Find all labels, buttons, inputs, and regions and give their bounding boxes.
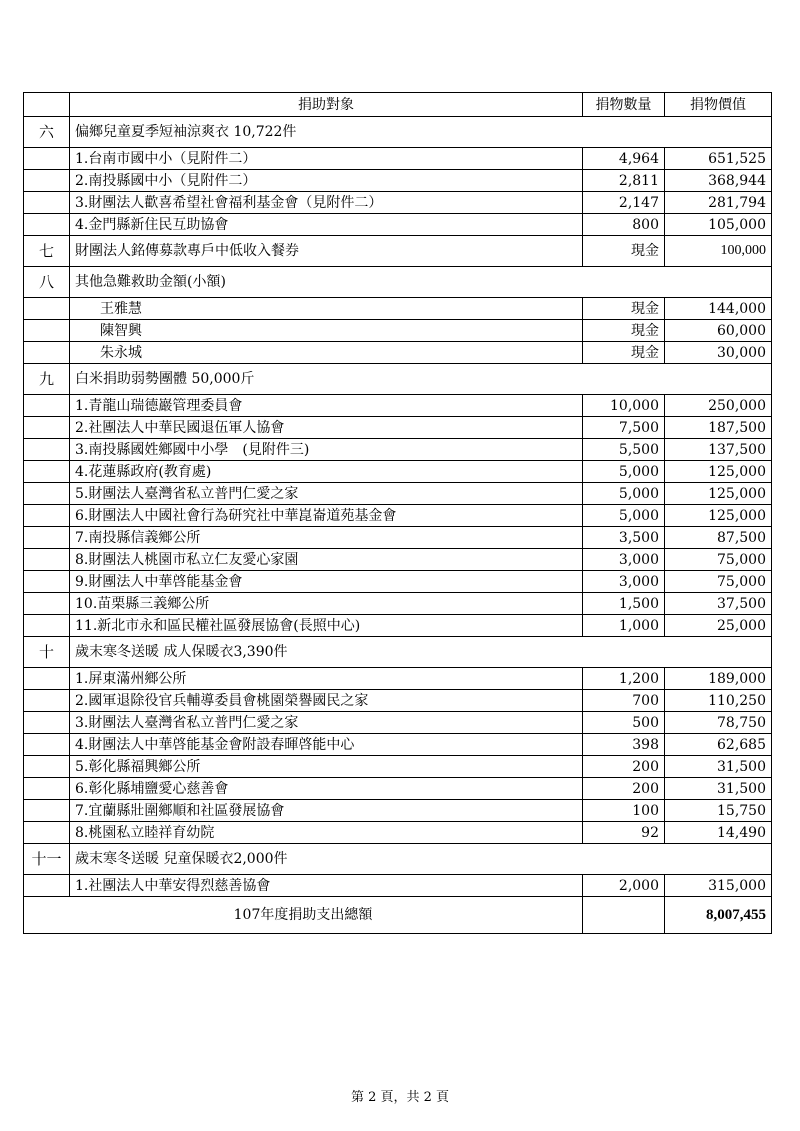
row-recipient: 2.國軍退除役官兵輔導委員會桃園榮譽國民之家	[70, 690, 583, 712]
row-index-cell	[24, 505, 70, 527]
section-row	[24, 267, 772, 298]
row-value: 250,000	[665, 395, 772, 417]
row-value: 651,525	[665, 148, 772, 170]
table-row	[24, 214, 772, 236]
row-quantity: 2,147	[583, 192, 665, 214]
row-value: 368,944	[665, 170, 772, 192]
row-quantity: 700	[583, 690, 665, 712]
row-index-cell	[24, 778, 70, 800]
row-quantity: 3,000	[583, 571, 665, 593]
section-title: 其他急難救助金額(小額)	[70, 267, 772, 298]
row-value: 60,000	[665, 320, 772, 342]
row-quantity: 4,964	[583, 148, 665, 170]
row-value: 125,000	[665, 483, 772, 505]
table-header-row	[24, 93, 772, 117]
row-value: 105,000	[665, 214, 772, 236]
row-recipient: 10.苗栗縣三義鄉公所	[70, 593, 583, 615]
table-row	[24, 615, 772, 637]
donation-table	[23, 92, 772, 934]
row-index-cell	[24, 800, 70, 822]
header-value: 捐物價值	[665, 93, 772, 117]
row-quantity: 500	[583, 712, 665, 734]
row-index-cell	[24, 320, 70, 342]
table-row	[24, 527, 772, 549]
row-index-cell	[24, 668, 70, 690]
row-quantity: 398	[583, 734, 665, 756]
row-value: 315,000	[665, 875, 772, 897]
row-recipient: 1.青龍山瑞德巖管理委員會	[70, 395, 583, 417]
row-recipient: 陳智興	[70, 320, 583, 342]
row-recipient: 4.金門縣新住民互助協會	[70, 214, 583, 236]
header-target: 捐助對象	[70, 93, 583, 117]
row-quantity: 1,200	[583, 668, 665, 690]
row-quantity: 現金	[583, 320, 665, 342]
row-recipient: 5.財團法人臺灣省私立普門仁愛之家	[70, 483, 583, 505]
table-row	[24, 505, 772, 527]
table-row	[24, 395, 772, 417]
row-index-cell	[24, 148, 70, 170]
row-value: 87,500	[665, 527, 772, 549]
row-index-cell	[24, 734, 70, 756]
table-row	[24, 148, 772, 170]
section-quantity: 現金	[583, 236, 665, 267]
section-title: 財團法人銘傳募款專戶中低收入餐券	[70, 236, 583, 267]
header-quantity: 捐物數量	[583, 93, 665, 117]
row-value: 75,000	[665, 549, 772, 571]
table-row	[24, 593, 772, 615]
row-recipient: 11.新北市永和區民權社區發展協會(長照中心)	[70, 615, 583, 637]
row-index-cell	[24, 527, 70, 549]
table-row	[24, 320, 772, 342]
row-quantity: 5,500	[583, 439, 665, 461]
row-quantity: 200	[583, 756, 665, 778]
row-value: 30,000	[665, 342, 772, 364]
row-index-cell	[24, 822, 70, 844]
row-recipient: 4.財團法人中華啓能基金會附設春暉啓能中心	[70, 734, 583, 756]
row-index-cell	[24, 549, 70, 571]
section-title: 偏鄉兒童夏季短袖涼爽衣 10,722件	[70, 117, 772, 148]
table-row	[24, 170, 772, 192]
table-row	[24, 417, 772, 439]
row-recipient: 3.南投縣國姓鄉國中小學 (見附件三)	[70, 439, 583, 461]
row-index-cell	[24, 712, 70, 734]
row-value: 125,000	[665, 461, 772, 483]
section-row	[24, 236, 772, 267]
row-quantity: 200	[583, 778, 665, 800]
row-recipient: 3.財團法人歡喜希望社會福利基金會（見附件二）	[70, 192, 583, 214]
page-footer: 第 2 頁，共 2 頁	[350, 1090, 450, 1105]
section-title: 歲末寒冬送暖 兒童保暖衣2,000件	[70, 844, 772, 875]
row-value: 37,500	[665, 593, 772, 615]
table-row	[24, 756, 772, 778]
row-index-cell	[24, 593, 70, 615]
row-value: 15,750	[665, 800, 772, 822]
row-recipient: 5.彰化縣福興鄉公所	[70, 756, 583, 778]
total-label: 107年度捐助支出總額	[24, 897, 583, 934]
section-index: 十一	[24, 844, 70, 875]
table-row	[24, 483, 772, 505]
row-quantity: 92	[583, 822, 665, 844]
donation-table-body	[24, 93, 772, 934]
section-index: 九	[24, 364, 70, 395]
row-value: 137,500	[665, 439, 772, 461]
row-quantity: 100	[583, 800, 665, 822]
row-recipient: 4.花蓮縣政府(教育處)	[70, 461, 583, 483]
table-row	[24, 298, 772, 320]
row-recipient: 2.社團法人中華民國退伍軍人協會	[70, 417, 583, 439]
section-row	[24, 364, 772, 395]
table-row	[24, 342, 772, 364]
row-value: 31,500	[665, 778, 772, 800]
table-row	[24, 192, 772, 214]
table-row	[24, 549, 772, 571]
row-quantity: 1,000	[583, 615, 665, 637]
row-quantity: 5,000	[583, 461, 665, 483]
row-index-cell	[24, 690, 70, 712]
row-value: 187,500	[665, 417, 772, 439]
row-value: 62,685	[665, 734, 772, 756]
row-quantity: 現金	[583, 342, 665, 364]
row-value: 25,000	[665, 615, 772, 637]
row-quantity: 5,000	[583, 505, 665, 527]
section-index: 十	[24, 637, 70, 668]
total-value: 8,007,455	[665, 897, 772, 934]
row-recipient: 1.屏東滿州鄉公所	[70, 668, 583, 690]
row-quantity: 10,000	[583, 395, 665, 417]
row-recipient: 8.桃園私立睦祥育幼院	[70, 822, 583, 844]
row-recipient: 7.南投縣信義鄉公所	[70, 527, 583, 549]
table-row	[24, 668, 772, 690]
row-quantity: 3,000	[583, 549, 665, 571]
row-quantity: 7,500	[583, 417, 665, 439]
table-row	[24, 822, 772, 844]
section-row	[24, 844, 772, 875]
row-recipient: 7.宜蘭縣壯圍鄉順和社區發展協會	[70, 800, 583, 822]
row-quantity: 2,000	[583, 875, 665, 897]
row-quantity: 5,000	[583, 483, 665, 505]
row-index-cell	[24, 170, 70, 192]
row-value: 14,490	[665, 822, 772, 844]
row-index-cell	[24, 192, 70, 214]
row-index-cell	[24, 298, 70, 320]
row-recipient: 6.彰化縣埔鹽愛心慈善會	[70, 778, 583, 800]
table-row	[24, 690, 772, 712]
row-recipient: 1.社團法人中華安得烈慈善協會	[70, 875, 583, 897]
row-value: 125,000	[665, 505, 772, 527]
row-index-cell	[24, 483, 70, 505]
row-index-cell	[24, 571, 70, 593]
row-recipient: 6.財團法人中國社會行為研究社中華崑崙道苑基金會	[70, 505, 583, 527]
table-row	[24, 875, 772, 897]
row-recipient: 2.南投縣國中小（見附件二）	[70, 170, 583, 192]
row-value: 110,250	[665, 690, 772, 712]
section-row	[24, 637, 772, 668]
section-index: 七	[24, 236, 70, 267]
row-index-cell	[24, 395, 70, 417]
section-title: 白米捐助弱勢團體 50,000斤	[70, 364, 772, 395]
row-recipient: 王雅慧	[70, 298, 583, 320]
row-recipient: 1.台南市國中小（見附件二）	[70, 148, 583, 170]
section-index: 六	[24, 117, 70, 148]
table-row	[24, 571, 772, 593]
row-index-cell	[24, 439, 70, 461]
header-index-cell	[24, 93, 70, 117]
row-value: 78,750	[665, 712, 772, 734]
row-quantity: 1,500	[583, 593, 665, 615]
row-value: 281,794	[665, 192, 772, 214]
row-value: 189,000	[665, 668, 772, 690]
table-row	[24, 800, 772, 822]
row-recipient: 3.財團法人臺灣省私立普門仁愛之家	[70, 712, 583, 734]
row-index-cell	[24, 756, 70, 778]
total-row	[24, 897, 772, 934]
table-row	[24, 712, 772, 734]
section-index: 八	[24, 267, 70, 298]
table-row	[24, 439, 772, 461]
row-index-cell	[24, 214, 70, 236]
row-index-cell	[24, 615, 70, 637]
table-row	[24, 461, 772, 483]
section-row	[24, 117, 772, 148]
row-index-cell	[24, 875, 70, 897]
table-row	[24, 734, 772, 756]
total-quantity-cell	[583, 897, 665, 934]
row-quantity: 2,811	[583, 170, 665, 192]
row-quantity: 3,500	[583, 527, 665, 549]
row-value: 31,500	[665, 756, 772, 778]
row-quantity: 現金	[583, 298, 665, 320]
section-value: 100,000	[665, 236, 772, 267]
table-row	[24, 778, 772, 800]
row-quantity: 800	[583, 214, 665, 236]
row-index-cell	[24, 461, 70, 483]
row-index-cell	[24, 417, 70, 439]
row-recipient: 8.財團法人桃園市私立仁友愛心家園	[70, 549, 583, 571]
row-value: 75,000	[665, 571, 772, 593]
row-recipient: 9.財團法人中華啓能基金會	[70, 571, 583, 593]
row-value: 144,000	[665, 298, 772, 320]
row-recipient: 朱永城	[70, 342, 583, 364]
section-title: 歲末寒冬送暖 成人保暖衣3,390件	[70, 637, 772, 668]
row-index-cell	[24, 342, 70, 364]
